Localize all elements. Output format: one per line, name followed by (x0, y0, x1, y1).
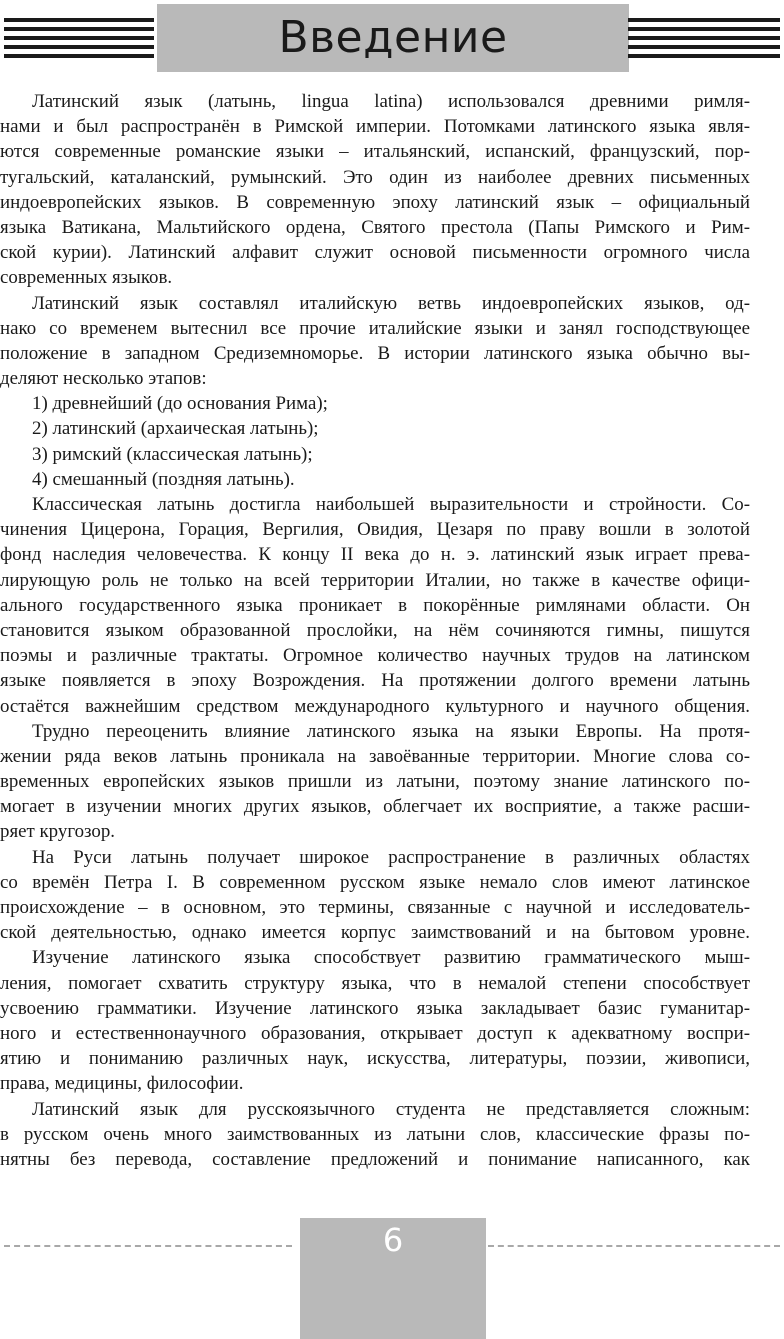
title-box (157, 4, 629, 72)
footer-dashes-left (4, 1245, 292, 1247)
text-line: На Руси латынь получает широкое распространение в различных областях (32, 846, 750, 868)
text-line: лирующую роль не только на всей территории Италии, но также в качестве офици- (0, 569, 750, 591)
footer-dashes-right (488, 1245, 780, 1247)
text-line: ряет кругозор. (0, 821, 116, 843)
text-line: Латинский язык составлял италийскую ветвь индоевропейских языков, од- (32, 292, 750, 314)
text-line: 3) римский (классическая латынь); (32, 443, 313, 465)
text-line: ления, помогает схватить структуру языка, что в немалой степени способствует (0, 972, 750, 994)
text-line: 1) древнейший (до основания Рима); (32, 393, 328, 415)
page-number-box (300, 1218, 486, 1339)
text-line: Латинский язык (латынь, lingua latina) использовался древними римля- (32, 91, 750, 112)
text-line: языка Ватикана, Мальтийского ордена, Святого престола (Папы Римского и Рим- (0, 216, 750, 238)
page-header (0, 0, 784, 78)
header-rules-left (4, 18, 154, 64)
page-number: 6 (382, 1221, 404, 1259)
text-line: усвоению грамматики. Изучение латинского языка закладывает базис гуманитар- (0, 997, 750, 1019)
text-line: остаётся важнейшим средством международного культурного и научного общения. (0, 695, 750, 717)
text-line: временных европейских языков пришли из латыни, поэтому знание латинского по- (0, 771, 750, 793)
body-text (0, 89, 782, 1172)
text-line: нятны без перевода, составление предложений и понимание написанного, как (0, 1148, 750, 1170)
text-line: происхождение – в основном, это термины, связанные с научной и исследователь- (0, 897, 750, 918)
text-line: языке появляется в эпоху Возрождения. На протяжении долгого времени латынь (0, 670, 750, 692)
text-line: жении ряда веков латынь проникала на завоёванные территории. Многие слова со- (0, 745, 750, 767)
text-line: нако со временем вытеснил все прочие италийские языки и занял господствующее (0, 317, 750, 339)
text-line: ного и естественнонаучного образования, открывает доступ к адекватному воспри- (0, 1022, 750, 1044)
page-title: Введение (278, 12, 508, 63)
text-line: Латинский язык для русскоязычного студента не представляется сложным: (32, 1098, 750, 1120)
text-line: 4) смешанный (поздняя латынь). (32, 468, 295, 490)
header-rules-right (628, 18, 780, 64)
text-line: поэмы и различные трактаты. Огромное количество научных трудов на латинском (0, 645, 750, 667)
text-line: становится языком образованной прослойки, на нём сочиняются гимны, пишутся (0, 619, 750, 641)
text-line: могает в изучении многих других языков, облегчает их восприятие, а также расши- (0, 796, 750, 818)
text-line: современных языков. (0, 267, 173, 289)
text-line: со времён Петра I. В современном русском языке немало слов имеют латинское (0, 871, 750, 893)
text-line: права, медицины, философии. (0, 1073, 244, 1095)
text-line: индоевропейских языков. В современную эпоху латинский язык – официальный (0, 191, 750, 213)
text-line: чинения Цицерона, Горация, Вергилия, Овидия, Цезаря по праву вошли в золотой (0, 519, 750, 541)
text-line: ской курии). Латинский алфавит служит основой письменности огромного числа (0, 242, 750, 264)
text-line: ального государственного языка проникает в покорённые римлянами области. Он (0, 594, 750, 616)
page-footer (0, 1218, 784, 1339)
text-line: ются современные романские языки – итальянский, испанский, французский, пор- (0, 141, 750, 163)
text-line: нами и был распространён в Римской империи. Потомками латинского языка явля- (0, 116, 750, 138)
text-line: фонд наследия человечества. К концу II века до н. э. латинский язык играет прева- (0, 544, 750, 566)
text-line: Трудно переоценить влияние латинского языка на языки Европы. На протя- (32, 720, 750, 742)
text-line: Классическая латынь достигла наибольшей выразительности и стройности. Со- (32, 494, 750, 515)
text-line: в русском очень много заимствованных из латыни слов, классические фразы по- (0, 1123, 750, 1145)
text-line: ятию и пониманию различных наук, искусства, литературы, поэзии, живописи, (0, 1048, 750, 1070)
text-line: Изучение латинского языка способствует развитию грамматического мыш- (32, 947, 750, 969)
text-line: положение в западном Средиземноморье. В истории латинского языка обычно вы- (0, 342, 750, 364)
text-line: тугальский, каталанский, румынский. Это один из наиболее древних письменных (0, 166, 750, 188)
text-line: 2) латинский (архаическая латынь); (32, 418, 319, 440)
text-line: ской деятельностью, однако имеется корпус заимствований и на бытовом уровне. (0, 922, 750, 944)
text-line: деляют несколько этапов: (0, 368, 207, 390)
